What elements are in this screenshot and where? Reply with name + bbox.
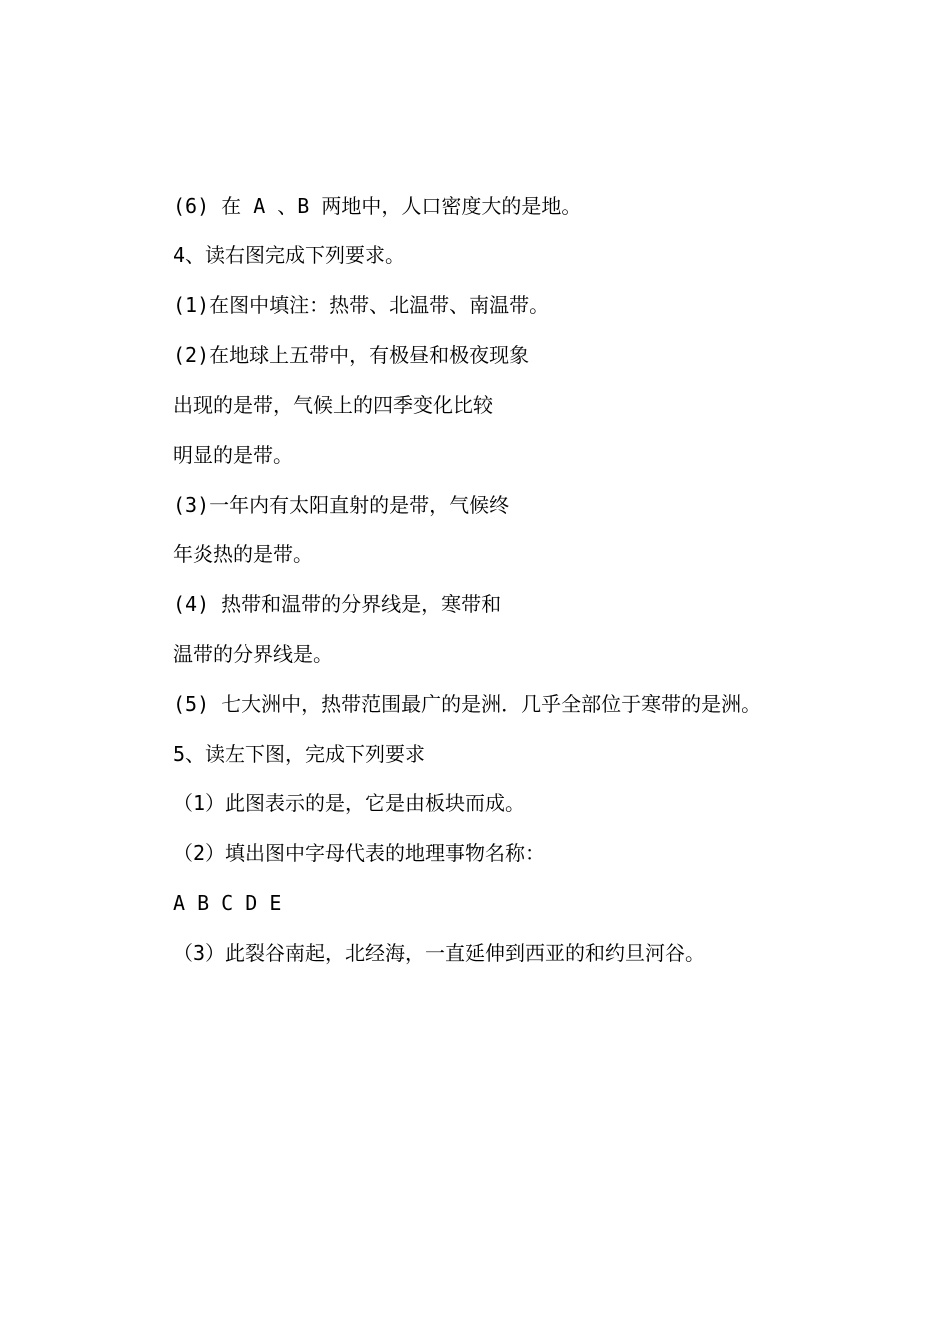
- question-4-part-2-line-2: 出现的是带，气候上的四季变化比较: [173, 393, 493, 417]
- question-4-part-4-line-2: 温带的分界线是。: [173, 642, 333, 666]
- question-4-part-5: (5) 七大洲中，热带范围最广的是洲．几乎全部位于寒带的是洲。: [173, 692, 762, 716]
- question-4-part-2-line-3: 明显的是带。: [173, 443, 293, 467]
- question-4-part-4-line-1: (4) 热带和温带的分界线是，寒带和: [173, 592, 502, 616]
- question-5-heading: 5、读左下图，完成下列要求: [173, 742, 426, 766]
- question-5-part-1: （1）此图表示的是，它是由板块而成。: [173, 791, 526, 815]
- question-4-part-2-line-1: (2)在地球上五带中，有极昼和极夜现象: [173, 343, 530, 367]
- question-4-part-3-line-1: (3)一年内有太阳直射的是带，气候终: [173, 493, 510, 517]
- question-4-part-3-line-2: 年炎热的是带。: [173, 542, 313, 566]
- question-4-part-1: (1)在图中填注：热带、北温带、南温带。: [173, 293, 550, 317]
- question-5-part-2: （2）填出图中字母代表的地理事物名称：: [173, 841, 546, 865]
- question-5-letters: A B C D E: [173, 891, 282, 915]
- question-3-part-6: (6) 在 A 、B 两地中，人口密度大的是地。: [173, 194, 582, 218]
- question-4-heading: 4、读右图完成下列要求。: [173, 243, 406, 267]
- question-5-part-3: （3）此裂谷南起，北经海，一直延伸到西亚的和约旦河谷。: [173, 941, 706, 965]
